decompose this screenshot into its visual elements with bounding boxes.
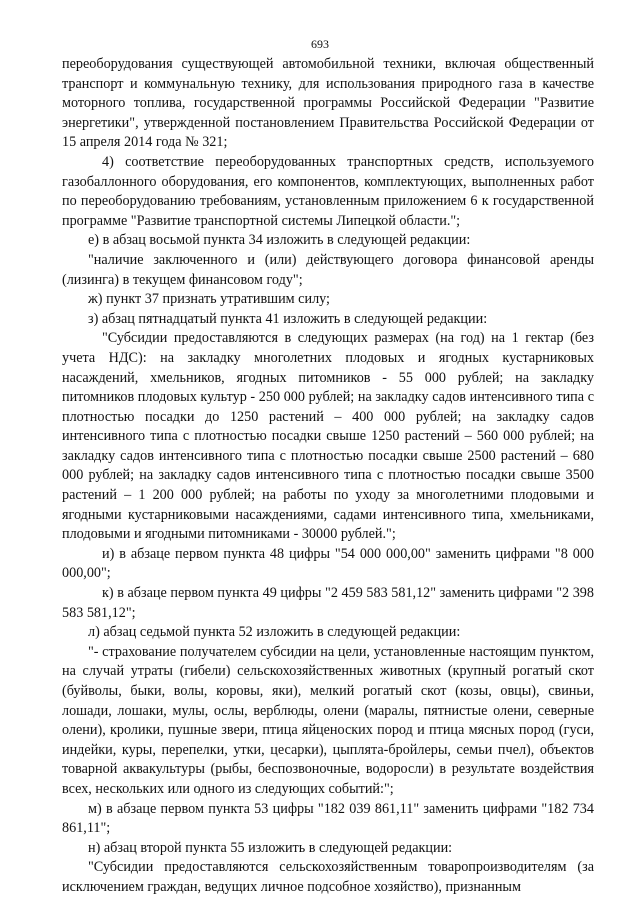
paragraph-item-k: к) в абзаце первом пункта 49 цифры "2 459 583 581,12" заменить цифрами "2 398 583 581,12"; bbox=[62, 585, 594, 621]
paragraph-item-4: 4) соответствие переоборудованных транспортных средств, используемого газобаллонного оборудования, его компонентов, комплектующих, выполненных работ по переоборудованию требованиям, установленным приложением 6 к государственной программе "Развитие транспортной системы Липецкой области."; bbox=[62, 153, 594, 229]
paragraph-item-i: и) в абзаце первом пункта 48 цифры "54 000 000,00" заменить цифрами "8 000 000,00"; bbox=[62, 545, 594, 582]
paragraph-item-l: л) абзац седьмой пункта 52 изложить в следующей редакции: bbox=[88, 624, 461, 641]
paragraph-quote-insurance: "- страхование получателем субсидии на цели, установленные настоящим пунктом, на случай утраты (гибели) сельскохозяйственных животных (крупный рогатый скот (буйволы, быки, волы, коровы, яки), мелкий рогатый скот (козы, овцы), свиньи, лошади, лошаки, мулы, ослы, верблюды, олени (маралы, пятнистые олени, северные олени), кролики, пушные звери, птица яйценоских пород и птица мясных пород (гуси, индейки, куры, перепелки, утки, цесарки), цыплята-бройлеры, семьи пчел), объектов товарной аквакультуры (рыбы, беспозвоночные, водоросли) в результате воздействия всех, нескольких или одного из следующих событий:"; bbox=[62, 643, 594, 797]
document-body bbox=[62, 55, 594, 898]
paragraph-item-zh: ж) пункт 37 признать утратившим силу; bbox=[88, 291, 331, 308]
paragraph-item-n: н) абзац второй пункта 55 изложить в следующей редакции: bbox=[88, 839, 453, 856]
page-number: 693 bbox=[311, 37, 329, 51]
paragraph-quote-producers: "Субсидии предоставляются сельскохозяйственным товаропроизводителям (за исключением граждан, ведущих личное подсобное хозяйство), признанным bbox=[62, 859, 594, 895]
paragraph-item-m: м) в абзаце первом пункта 53 цифры "182 039 861,11" заменить цифрами "182 734 861,11"; bbox=[62, 800, 594, 837]
paragraph-quote-subsidies-rates: "Субсидии предоставляются в следующих размерах (на год) на 1 гектар (без учета НДС): на закладку многолетних плодовых и ягодных кустарниковых насаждений, хмельников, ягодных питомников - 55 000 рублей; на закладку питомников плодовых культур - 250 000 рублей; на закладку садов интенсивного типа с плотностью посадки до 1250 растений – 400 000 рублей; на закладку садов интенсивного типа с плотностью посадки свыше 1250 растений – 560 000 рублей; на закладку садов интенсивного типа с плотностью посадки свыше 2500 растений – 680 000 рублей; на закладку садов интенсивного типа с плотностью посадки свыше 3500 растений – 1 200 000 рублей; на работы по уходу за многолетними плодовыми и ягодными кустарниковыми насаждениями, садами интенсивного типа, хмельниками, плодовыми и ягодными питомниками - 30000 рублей."; bbox=[62, 330, 594, 543]
paragraph-item-e: е) в абзац восьмой пункта 34 изложить в следующей редакции: bbox=[88, 232, 471, 249]
paragraph-item-z: з) абзац пятнадцатый пункта 41 изложить в следующей редакции: bbox=[88, 310, 488, 327]
paragraph-continuation: переоборудования существующей автомобильной техники, включая общественный транспорт и коммунальную технику, для использования природного газа в качестве моторного топлива, государственной программы Российской Федерации "Развитие энергетики", утвержденной постановлением Правительства Российской Федерации от 15 апреля 2014 года № 321; bbox=[62, 56, 594, 151]
paragraph-quote-lease: "наличие заключенного и (или) действующего договора финансовой аренды (лизинга) в текущем финансовом году"; bbox=[62, 251, 594, 288]
